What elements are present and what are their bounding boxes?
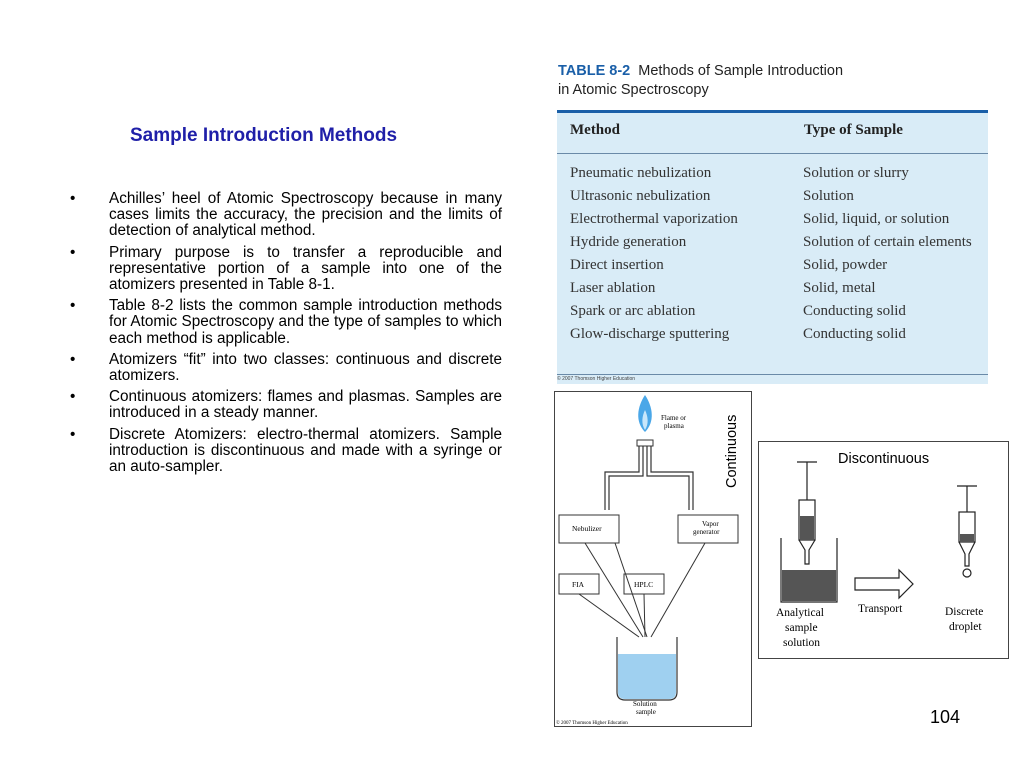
type-cell: Solid, metal (803, 280, 876, 296)
droplet-syringe-fill (960, 534, 974, 542)
table-row (570, 162, 990, 185)
flame-label: Flame or plasma (661, 414, 687, 430)
table-row (570, 231, 990, 254)
table-header-rule (557, 153, 988, 154)
method-cell: Electrothermal vaporization (570, 211, 738, 227)
burner-tubes (605, 446, 693, 510)
discontinuous-label: Discontinuous (838, 451, 930, 467)
syringe-icon (797, 462, 817, 564)
continuous-sampling-figure (554, 391, 752, 727)
type-cell: Solution (803, 188, 854, 204)
discontinuous-sampling-figure (758, 441, 1009, 659)
method-cell: Hydride generation (570, 234, 687, 250)
table-top-rule (557, 110, 988, 113)
table-copyright: © 2007 Thomson Higher Education (557, 376, 636, 382)
nebulizer-label: Nebulizer (572, 524, 602, 533)
syringe-fill (800, 516, 814, 540)
table-bottom-rule (557, 374, 988, 375)
type-cell: Solid, powder (803, 257, 888, 273)
bullet-item: • Achilles’ heel of Atomic Spectroscopy because in many cases limits the accuracy, the precision and the limits of detection of analytical method. (70, 191, 502, 240)
table-body (570, 162, 990, 346)
sample-liquid (782, 570, 836, 601)
page-number: 104 (930, 707, 961, 727)
solution-label: Solution sample (633, 700, 657, 716)
syringe-droplet-icon (957, 486, 977, 577)
transport-label: Transport (858, 603, 903, 615)
bullet-list (70, 191, 502, 480)
burner-tubes-inner (609, 446, 689, 510)
method-cell: Pneumatic nebulization (570, 165, 712, 181)
type-cell: Solution or slurry (803, 165, 909, 181)
slide-title: Sample Introduction Methods (130, 125, 398, 146)
type-cell: Solid, liquid, or solution (803, 211, 950, 227)
bullet-item: • Primary purpose is to transfer a reproducible and representative portion of a sample into one of the atomizers presented in Table 8-1. (70, 245, 502, 294)
fia-label: FIA (572, 580, 585, 589)
burner-head (637, 440, 653, 446)
method-cell: Ultrasonic nebulization (570, 188, 711, 204)
table-row (570, 323, 990, 346)
table-caption-line2: in Atomic Spectroscopy (558, 82, 709, 98)
vapor-label: Vapor generator (693, 520, 720, 536)
bullet-item: • Continuous atomizers: flames and plasmas. Samples are introduced in a steady manner. (70, 389, 502, 421)
continuous-label: Continuous (724, 414, 740, 488)
column-header-type: Type of Sample (804, 122, 903, 138)
table-row (570, 208, 990, 231)
method-cell: Spark or arc ablation (570, 303, 696, 319)
type-cell: Conducting solid (803, 326, 906, 342)
table-row (570, 300, 990, 323)
type-cell: Solution of certain elements (803, 234, 972, 250)
type-cell: Conducting solid (803, 303, 906, 319)
column-header-method: Method (570, 122, 620, 138)
method-cell: Glow-discharge sputtering (570, 326, 730, 342)
figure-copyright: © 2007 Thomson Higher Education (556, 721, 628, 726)
bullet-item: • Discrete Atomizers: electro-thermal atomizers. Sample introduction is discontinuous and made with a syringe or an auto-sampler. (70, 427, 502, 476)
bullet-item: • Atomizers “fit” into two classes: continuous and discrete atomizers. (70, 352, 502, 384)
analytical-label: Analytical sample solution (776, 607, 824, 649)
method-cell: Laser ablation (570, 280, 656, 296)
table-row (570, 185, 990, 208)
table-caption (558, 62, 843, 100)
table-caption-line1: Methods of Sample Introduction (638, 63, 844, 79)
table-row (570, 277, 990, 300)
method-cell: Direct insertion (570, 257, 664, 273)
hplc-label: HPLC (634, 580, 654, 589)
droplet-label: Discrete droplet (945, 606, 984, 633)
transport-arrow-icon (855, 570, 913, 598)
table-number: TABLE 8-2 (558, 63, 631, 79)
table-row (570, 254, 990, 277)
continuous-diagram (555, 392, 751, 726)
bullet-item: • Table 8-2 lists the common sample introduction methods for Atomic Spectroscopy and the type of samples to which each method is applicable. (70, 298, 502, 347)
discontinuous-diagram (759, 442, 1008, 658)
sample-methods-table (557, 110, 988, 384)
solution-liquid (618, 654, 676, 699)
